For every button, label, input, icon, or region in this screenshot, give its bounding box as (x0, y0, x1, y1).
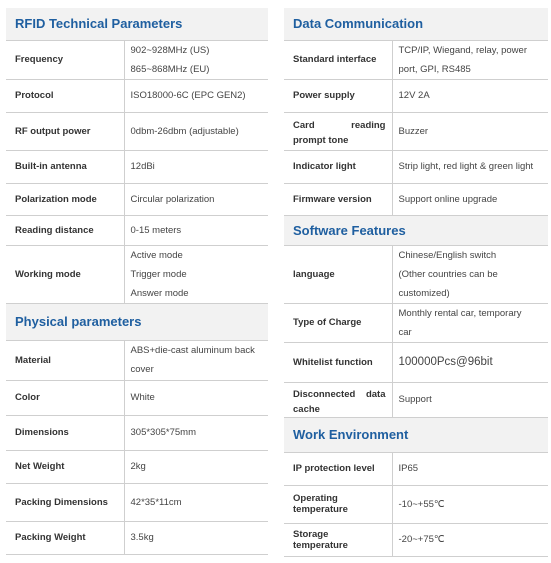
row-label: Storage temperature (284, 523, 392, 556)
table-row (284, 40, 548, 79)
row-label: Indicator light (284, 150, 392, 183)
rfid-section-header (6, 8, 268, 40)
table-row (284, 303, 548, 342)
label-line: cache (293, 403, 320, 415)
row-value: ISO18000-6C (EPC GEN2) (124, 79, 268, 112)
value-line: Answer mode (130, 287, 189, 299)
data-communication-header (284, 8, 548, 40)
value-line: Chinese/English switch (398, 249, 497, 261)
table-row (6, 215, 268, 245)
table-row (6, 245, 268, 303)
value-line: customized) (398, 287, 450, 299)
row-label: Protocol (6, 79, 124, 112)
table-row (284, 183, 548, 215)
row-value: -20~+75℃ (392, 523, 548, 556)
value-line: port, GPI, RS485 (398, 63, 471, 75)
right-spec-table (284, 8, 548, 557)
row-value: White (124, 380, 268, 415)
row-label: IP protection level (284, 452, 392, 485)
row-label: Standard interface (284, 40, 392, 79)
table-row (6, 380, 268, 415)
row-value: Support (392, 382, 548, 417)
row-label: Working mode (6, 245, 124, 303)
row-label: Type of Charge (284, 303, 392, 342)
row-value: 305*305*75mm (124, 415, 268, 450)
row-label: Built-in antenna (6, 150, 124, 183)
table-row (284, 485, 548, 523)
row-label: Whitelist function (284, 342, 392, 382)
row-label: Firmware version (284, 183, 392, 215)
table-row (284, 112, 548, 150)
row-label (284, 382, 392, 417)
value-line: Trigger mode (130, 268, 187, 280)
section-title: Software Features (284, 215, 548, 245)
row-value: 42*35*11cm (124, 483, 268, 521)
row-value (392, 303, 548, 342)
section-title: Physical parameters (6, 303, 268, 340)
row-label: Net Weight (6, 450, 124, 483)
row-value: 100000Pcs@96bit (392, 342, 548, 382)
row-value: -10~+55℃ (392, 485, 548, 523)
table-row (284, 452, 548, 485)
work-environment-header (284, 417, 548, 452)
row-value: Strip light, red light & green light (392, 150, 548, 183)
section-title: RFID Technical Parameters (6, 8, 268, 40)
table-row (284, 150, 548, 183)
row-value: Support online upgrade (392, 183, 548, 215)
table-row (6, 183, 268, 215)
row-value: 0-15 meters (124, 215, 268, 245)
row-label: Frequency (6, 40, 124, 79)
row-label: Dimensions (6, 415, 124, 450)
value-line: 902~928MHz (US) (130, 44, 210, 56)
value-line: Active mode (130, 249, 183, 261)
row-label (284, 112, 392, 150)
row-value: 3.5kg (124, 521, 268, 554)
left-spec-table (6, 8, 268, 555)
row-value: 2kg (124, 450, 268, 483)
table-row (6, 521, 268, 554)
table-row (284, 382, 548, 417)
value-line: car (398, 326, 412, 338)
value-line: Monthly rental car, temporary (398, 307, 522, 319)
table-row (6, 112, 268, 150)
row-value: 12V 2A (392, 79, 548, 112)
table-row (6, 415, 268, 450)
physical-section-header (6, 303, 268, 340)
row-label: Power supply (284, 79, 392, 112)
row-label: Material (6, 340, 124, 380)
row-value (124, 340, 268, 380)
table-row (6, 40, 268, 79)
row-value (124, 40, 268, 79)
software-features-header (284, 215, 548, 245)
label-line: prompt tone (293, 135, 349, 146)
row-label: Polarization mode (6, 183, 124, 215)
row-label: Reading distance (6, 215, 124, 245)
row-label (284, 485, 392, 523)
row-value: 0dbm-26dbm (adjustable) (124, 112, 268, 150)
table-row (6, 79, 268, 112)
row-label: Color (6, 380, 124, 415)
table-row (284, 245, 548, 303)
row-value (392, 245, 548, 303)
value-line: ABS+die-cast aluminum back (130, 345, 255, 356)
table-row (284, 79, 548, 112)
section-title: Data Communication (284, 8, 548, 40)
row-value (124, 245, 268, 303)
value-line: 865~868MHz (EU) (130, 63, 210, 75)
label-line: Card reading (293, 120, 386, 131)
row-label: RF output power (6, 112, 124, 150)
table-row (284, 523, 548, 556)
row-value: IP65 (392, 452, 548, 485)
table-row (6, 450, 268, 483)
value-line: TCP/IP, Wiegand, relay, power (398, 44, 527, 56)
value-line: cover (130, 364, 154, 375)
table-row (6, 150, 268, 183)
row-value: Buzzer (392, 112, 548, 150)
row-label: Packing Weight (6, 521, 124, 554)
label-line: Operating (293, 493, 338, 504)
row-value: Circular polarization (124, 183, 268, 215)
section-title: Work Environment (284, 417, 548, 452)
table-row (6, 483, 268, 521)
value-line: (Other countries can be (398, 268, 498, 280)
label-line: temperature (293, 504, 348, 515)
row-value: 12dBi (124, 150, 268, 183)
label-line: Disconnected data (293, 388, 386, 400)
row-label: language (284, 245, 392, 303)
table-row (6, 340, 268, 380)
row-label: Packing Dimensions (6, 483, 124, 521)
row-value (392, 40, 548, 79)
table-row (284, 342, 548, 382)
